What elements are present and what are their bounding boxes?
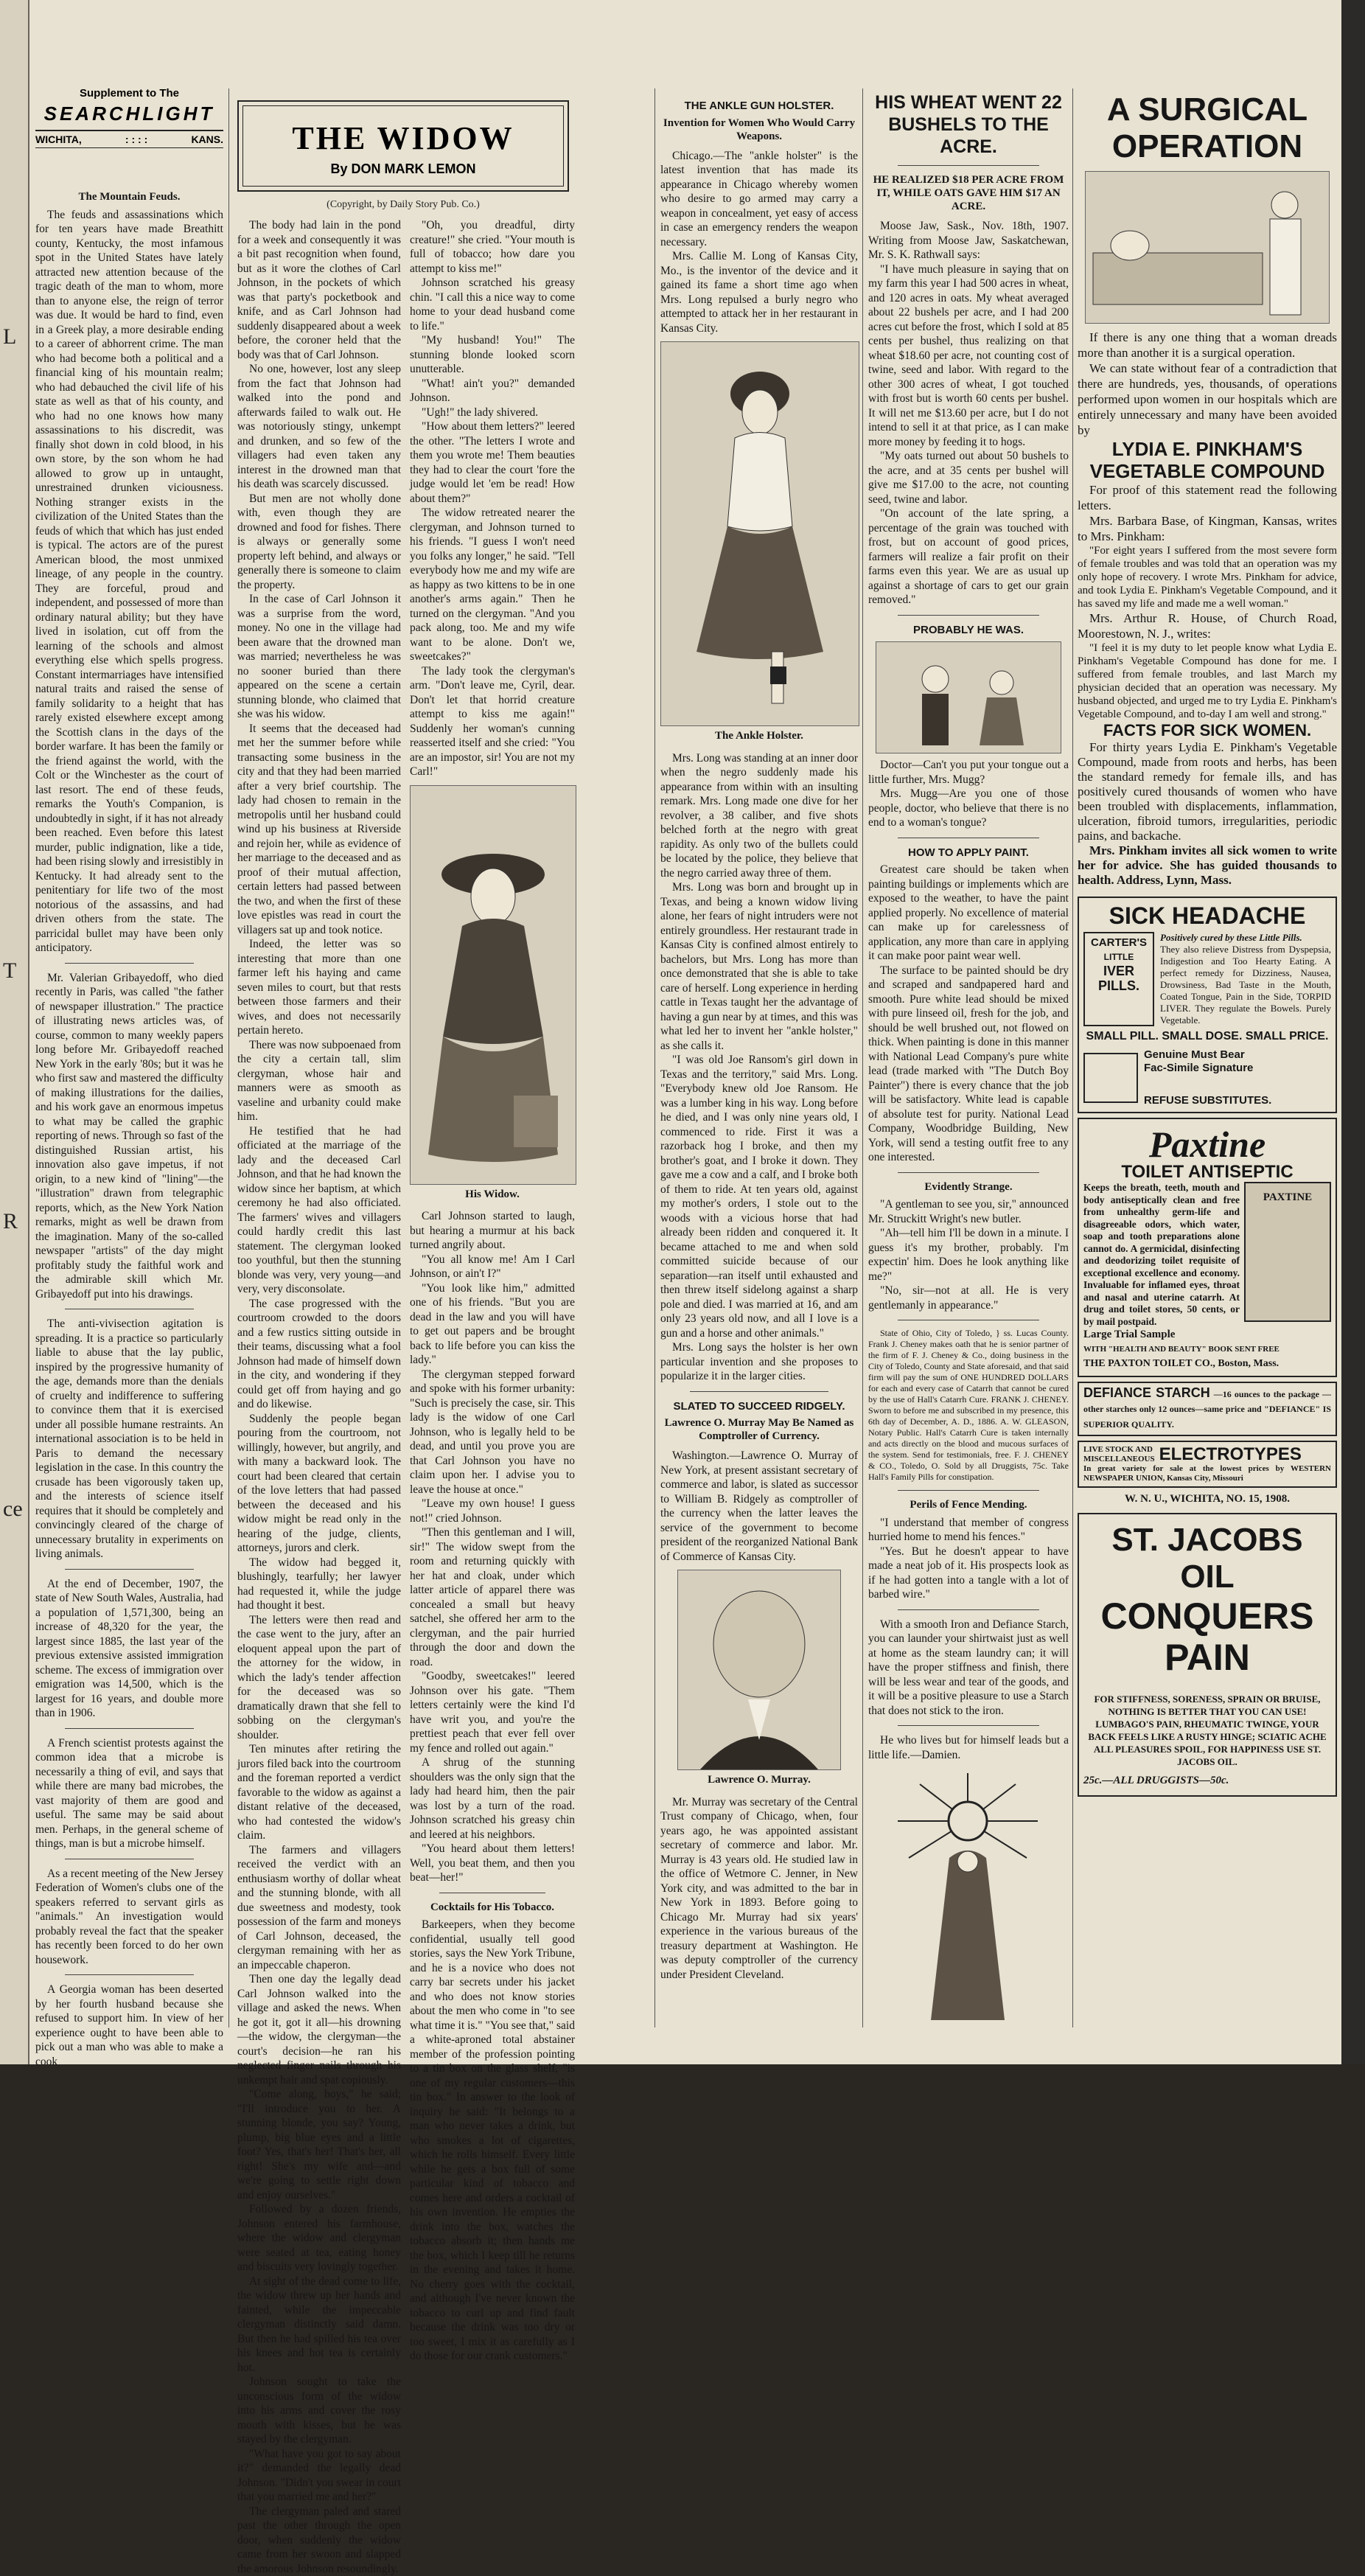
probably-headline: PROBABLY HE WAS. bbox=[868, 623, 1069, 638]
widow-copyright: (Copyright, by Daily Story Pub. Co.) bbox=[237, 199, 569, 211]
doctor-patient-cartoon bbox=[876, 642, 1061, 753]
column-rule bbox=[654, 88, 655, 2027]
jacobs-price: 25c.—ALL DRUGGISTS—50c. bbox=[1083, 1774, 1331, 1789]
widow-title-box bbox=[237, 100, 569, 192]
murray-portrait bbox=[677, 1570, 841, 1770]
widow-paragraph: "You heard about them letters! Well, you beat them, and then you beat—her!" bbox=[410, 1842, 575, 1885]
widow-paragraph: It seems that the deceased had met her the summer before while transacting some business in the city and that they had been married after a very brief courtship. The lady had chosen to remain in the metropolis until her husband could wind up his business at Riverside and rejoin her, while as evidence of her marriage to the deceased and as proof of their mutual affection, certain letters had passed between the two, and when the first of these love epistles was read in court the villagers sat up and took notice. bbox=[237, 722, 401, 938]
widow-illustration-caption: His Widow. bbox=[410, 1188, 575, 1202]
widow-paragraph: "Come along, boys," he said; "I'll introduce you to her. A stunning blonde, you say? Young, plump, big blue eyes and a little foot? Yes, that's her! That's her, all right! She's my wife and—and we're going to settle right down and enjoy ourselves." bbox=[237, 2087, 401, 2202]
widow-paragraph: At sight of the dead come to life, the widow threw up her hands and fainted, while the impeccable clergyman distinctly said damn. But then he had spilled his tea over his knees and hot tea is certainly hot. bbox=[237, 2274, 401, 2375]
carters-headline: SICK HEADACHE bbox=[1083, 902, 1331, 929]
electrotypes-ad bbox=[1078, 1441, 1337, 1488]
widow-paragraph: "You look like him," admitted one of his friends. "But you are dead in the law and you will have to get out papers and be brought back to life before you can kiss the lady." bbox=[410, 1281, 575, 1368]
jacobs-headline-1: ST. JACOBS OIL bbox=[1083, 1522, 1331, 1595]
widow-paragraph: The widow retreated nearer the clergyman, and Johnson turned to his friends. "I guess I won't need you folks any longer," he said. "Tell everybody how me and my wife are as happy as two kittens to be in one another's arms again." Then he turned on the clergyman. "And you pack along, too. Me and my wife want to be alone. Don't we, sweetcakes?" bbox=[410, 506, 575, 664]
widow-title: THE WIDOW bbox=[243, 119, 563, 157]
holster-headline: THE ANKLE GUN HOLSTER. bbox=[660, 99, 858, 114]
jacobs-headline-3: PAIN bbox=[1083, 1637, 1331, 1678]
cheney-notice: State of Ohio, City of Toledo, } ss. Lucas County. Frank J. Cheney makes oath that he is senior partner of the firm of F. J. Cheney & Co., doing business in the City of Toledo, County and State aforesaid, and that said firm will pay the sum of ONE HUNDRED DOLLARS for each and every case of Catarrh that cannot be cured by the use of Hall's Catarrh Cure. FRANK J. CHENEY. Sworn to before me and subscribed in my presence, this 6th day of December, A. D., 1886. A. W. GLEASON, Notary Public. Hall's Catarrh Cure is taken internally and acts directly on the blood and mucous surfaces of the system. Send for testimonials, free. F. J. CHENEY & CO., Toledo, O. Sold by all Druggists, 75c. Take Hall's Family Pills for constipation. bbox=[868, 1328, 1069, 1483]
widow-paragraph: Carl Johnson started to laugh, but hearing a murmur at his back turned angrily about. bbox=[410, 1209, 575, 1253]
masthead-title: SEARCHLIGHT bbox=[35, 102, 223, 125]
carters-box-logo bbox=[1083, 932, 1154, 1026]
probably-paragraph: Doctor—Can't you put your tongue out a little further, Mrs. Mugg? bbox=[868, 758, 1069, 787]
paxtine-ad bbox=[1078, 1118, 1337, 1377]
column-ads bbox=[1078, 91, 1337, 2030]
strange-headline: Evidently Strange. bbox=[868, 1180, 1069, 1195]
masthead-state: KANS. bbox=[191, 133, 223, 145]
fence-headline: Perils of Fence Mending. bbox=[868, 1498, 1069, 1513]
widow-paragraph: "Ugh!" the lady shivered. bbox=[410, 405, 575, 420]
wheat-paragraph: "My oats turned out about 50 bushels to the acre, and at 35 cents per bushel will give me $17.00 to the acre, not counting seed, twine and labor. bbox=[868, 449, 1069, 507]
wheat-headline-2: BUSHELS TO THE ACRE. bbox=[868, 114, 1069, 158]
pinkham-paragraph: Mrs. Barbara Base, of Kingman, Kansas, writes to Mrs. Pinkham: bbox=[1078, 513, 1337, 544]
wheat-headline-1: HIS WHEAT WENT 22 bbox=[868, 91, 1069, 114]
electro-left: LIVE STOCK AND bbox=[1083, 1445, 1155, 1455]
column-holster bbox=[660, 91, 858, 2030]
carters-description: They also relieve Distress from Dyspepsia, Indigestion and Too Hearty Eating. A perfect remedy for Dizziness, Nausea, Drowsiness, Bad Taste in the Mouth, Coated Tongue, Pain in the Side, TORPID LIVER. They regulate the Bowels. Purely Vegetable. bbox=[1160, 944, 1331, 1026]
anti-vivisection-paragraph: The anti-vivisection agitation is spreading. It is a practice so particularly liable to abuse that the lay public, inspired by the progressive humanity of the age, demands more than the denials of cruelty and indifference to suffering to convince them that it is exercised under all possible humane restraints. An international association is to be held in Paris to demand the necessary legislation in the case. In this country the crusade has been vigorously taken up, and the interests of science itself requires that it should be completely and convincingly cleared of the charge of unnecessary brutality in experiments on living animals. bbox=[35, 1317, 223, 1562]
holster-paragraph: Mrs. Long says the holster is her own particular invention and she proposes to popularize it in the larger cities. bbox=[660, 1340, 858, 1384]
pinkham-paragraph: Mrs. Pinkham invites all sick women to write her for advice. She has guided thousands to health. Address, Lynn, Mass. bbox=[1078, 843, 1337, 888]
pinkham-paragraph: If there is any one thing that a woman dreads more than another it is a surgical operation. bbox=[1078, 330, 1337, 361]
widow-paragraph: The letters were then read and the case went to the jury, after an eloquent appeal upon the part of the attorney for the widow, in which the lady's tender affection for the deceased was so dramatically drawn that she fell to sobbing on the clergyman's shoulder. bbox=[237, 1613, 401, 1743]
murray-caption: Lawrence O. Murray. bbox=[660, 1773, 858, 1788]
paint-paragraph: Greatest care should be taken when painting buildings or implements which are exposed to the weather, to have the paint applied properly. No excellence of material can make up for carelessness of application, any more than care in applying it can make poor paint wear well. bbox=[868, 863, 1069, 964]
column-rule bbox=[1072, 88, 1073, 2027]
carters-ad bbox=[1078, 897, 1337, 1113]
widow-paragraph: Then one day the legally dead Carl Johnson walked into the village and asked the news. When he got it, got it all—his drowning—the widow, the clergyman—the court's decision—he ran his neglected finger nails through his unkempt hair and spat copiously. bbox=[237, 1972, 401, 2087]
wnu-footer: W. N. U., WICHITA, NO. 15, 1908. bbox=[1078, 1492, 1337, 1507]
widow-paragraph: Indeed, the letter was so interesting that more than one farmer left his haying and came seven miles to court, but that rests between those farmers and their wives, and does not necessarily pertain hereto. bbox=[237, 937, 401, 1038]
carters-box-text: CARTER'S bbox=[1085, 936, 1153, 950]
widow-paragraph: "Oh, you dreadful, dirty creature!" she cried. "Your mouth is full of tobacco; how dare you attempt to kiss me!" bbox=[410, 218, 575, 276]
widow-paragraph: In the case of Carl Johnson it was a surprise from the word, money. No one in the village had been aware that the drowned man was married; nevertheless he was no sooner buried than there appeared on the scene a certain stunning blonde, who claimed that she was his widow. bbox=[237, 592, 401, 722]
widow-paragraph: No one, however, lost any sleep from the fact that Johnson had walked into the pond and afterwards failed to walk out. He was notoriously stingy, unkempt and drunken, and so few of the villagers had even taken any interest in the drowned man that his death was scarcely discussed. bbox=[237, 362, 401, 492]
fence-paragraph: "Yes. But he doesn't appear to have made a neat job of it. His prospects look as if he had gotten into a tangle with a lot of barbed wire." bbox=[868, 1545, 1069, 1602]
paxtine-company: THE PAXTON TOILET CO., Boston, Mass. bbox=[1083, 1357, 1331, 1371]
holster-paragraph: Mrs. Long was born and brought up in Texas, and being a known widow living alone, her fears of night intruders were not entirely groundless. Her restaurant trade in Kansas City is confined almost entirely to bachelors, but Mrs. Long has more than once demonstrated that she is able to take care of herself. Long experience in herding cattle in Texas taught her the advantage of having a gun near by at times, and this was what led her to invent her "ankle holster," as she calls it. bbox=[660, 880, 858, 1053]
masthead-dots: : : : : bbox=[125, 133, 147, 145]
new-south-wales-paragraph: At the end of December, 1907, the state of New South Wales, Australia, had a population of 1,571,300, being an increase of 48,320 for the year, the largest since 1885, the last year of the previous extensive assisted immigration scheme. The excess of immigration over emigration was 14,500, which is the largest for 16 years, and double more than in 1906. bbox=[35, 1577, 223, 1721]
widow-paragraph: "My husband! You!" The stunning blonde looked scorn unutterable. bbox=[410, 333, 575, 377]
paxtine-logo: Paxtine bbox=[1083, 1124, 1331, 1165]
holster-paragraph: "I was old Joe Ransom's girl down in Texas and the territory," said Mrs. Long. "Everybody knew old Joe Ransom. He was a lumber king in his way. Long before he died, and I was only nine years old, I commenced to ride. First it was a razorback hog I broke, and then my brother's goat, and I broke it down. They gave me a cow and a calf, and I broke both of them to ride. At ten years old, against my mother's orders, I stole out to the woods with a vicious horse that had already been ridden and conquered it. It became attached to me and when sold committed suicide because of our separation—ran itself until exhausted and then threw itself sidelong against a sharp pole and died. I was married at 16, and am only 23 years old now, and all I love is a gun and a horse and other animals." bbox=[660, 1053, 858, 1340]
page-binding-edge bbox=[1341, 0, 1365, 2064]
damien-quote: He who lives but for himself leads but a little life.—Damien. bbox=[868, 1733, 1069, 1762]
holster-subhead: Invention for Women Who Would Carry Weapons. bbox=[660, 116, 858, 143]
masthead bbox=[35, 87, 223, 148]
divider bbox=[898, 1490, 1039, 1491]
pinkham-paragraph: We can state without fear of a contradiction that there are hundreds, yes, thousands, of operations performed upon women in our hospitals which are entirely unnecessary and many have been avoided by bbox=[1078, 361, 1337, 438]
murray-headline: SLATED TO SUCCEED RIDGELY. bbox=[660, 1399, 858, 1414]
servant-girls-paragraph: As a recent meeting of the New Jersey Federation of Women's clubs one of the speakers referred to servant girls as "animals." An investigation would probably reveal the fact that the speaker has recently been forced to do her own housework. bbox=[35, 1867, 223, 1968]
jacobs-headline-2: CONQUERS bbox=[1083, 1595, 1331, 1637]
paxtine-tin-label: PAXTINE bbox=[1263, 1191, 1312, 1203]
widow-paragraph: The body had lain in the pond for a week and consequently it was a bit past recognition when found, but as it wore the clothes of Carl Johnson, in the pockets of which was that party's pocketbook and knife, and as Carl Johnson had suddenly disappeared about a week before, the coroner held that the body was that of Carl Johnson. bbox=[237, 218, 401, 362]
carters-genuine: Genuine Must Bear bbox=[1144, 1048, 1271, 1062]
strange-paragraph: "No, sir—not at all. He is very gentlemanly in appearance." bbox=[868, 1284, 1069, 1312]
divider bbox=[898, 1172, 1039, 1173]
column-rule bbox=[862, 88, 863, 2027]
divider bbox=[898, 615, 1039, 616]
masthead-supplement: Supplement to The bbox=[35, 87, 223, 100]
gribayedoff-paragraph: Mr. Valerian Gribayedoff, who died recently in Paris, was called "the father of newspaper illustration." The practice of illustrating news articles was, of course, common to many weekly papers long before Mr. Gribayedoff reached New York in the early '80s; but it was he who first saw and mastered the difficulty of making illustrations for the dailies, and his work gave an enormous impetus to what may be called the graphic reporting of news. Through so fast of the distinguished Russian artist, his innovation also gave impetus, if not origin, to a new kind of "lining"—the "illustration" drawn from telegraphic reports, which, as the New York Nation remarks, might as well be drawn from the imagination. Many of the so-called newspaper "artists" of the day might profitably study the faithful work and the admirable skill which Mr. Gribayedoff put into his drawings. bbox=[35, 971, 223, 1302]
paxtine-text: Keeps the breath, teeth, mouth and body antiseptically clean and free from unhealthy germ-life and disagreeable odors, which water, soap and tooth preparations alone cannot do. A germicidal, disinfecting and deodorizing toilet requisite of exceptional excellence and economy. Invaluable for inflamed eyes, throat and nasal and uterine catarrh. At drug and toilet stores, 50 cents, or by mail postpaid. bbox=[1083, 1182, 1240, 1328]
masthead-dateline bbox=[35, 130, 223, 148]
strange-paragraph: "Ah—tell him I'll be down in a minute. I guess it's my brother, probably. I'm expectin' him. Does he look anything like me?" bbox=[868, 1226, 1069, 1284]
widow-paragraph: There was now subpoenaed from the city a certain tall, slim clergyman, whose hair and manners were as smooth as vaseline and urbanity could make him. bbox=[237, 1038, 401, 1124]
murray-paragraph: Washington.—Lawrence O. Murray of New York, at present assistant secretary of commerce and labor, is slated as successor to William B. Ridgely as comptroller of the currency when the latter leaves the service of the government to become president of the reorganized National Bank of Commerce of Kansas City. bbox=[660, 1449, 858, 1564]
widow-paragraph: The farmers and villagers received the verdict with an enthusiasm worthy of dollar wheat and the stunning blonde, with all due sweetness and modesty, took possession of the farm and moneys of Carl Johnson, deceased, the clergyman remaining with her as an impeccable chaperon. bbox=[237, 1843, 401, 1973]
widow-paragraph: He testified that he had officiated at the marriage of the lady and the deceased Carl Johnson, and that he had known the widow since her baptism, at which ceremony he had also officiated. The farmers' wives and villagers could hardly credit this last statement. The clergyman looked too youthful, but then the stunning blonde was very, very young—and very, very disconsolate. bbox=[237, 1124, 401, 1297]
carters-box-text: IVER bbox=[1085, 964, 1153, 979]
robed-figure-sunburst-icon bbox=[868, 1769, 1067, 2035]
holster-paragraph: Chicago.—The "ankle holster" is the latest invention that has made its appearance in Chicago whereby women who desire to go armed may carry a weapon in concealment, yet easy of access in case an emergency renders the weapon necessary. bbox=[660, 149, 858, 250]
woman-with-holster-illustration bbox=[661, 342, 859, 725]
man-portrait-illustration bbox=[678, 1570, 840, 1769]
pinkham-paragraph: "I feel it is my duty to let people know what Lydia E. Pinkham's Vegetable Compound has done for me. I suffered from female troubles, and last March my physician decided that an operation was necessary. My husband objected, and urged me to try Lydia E. Pinkham's Vegetable Compound, and to-day I am well and strong." bbox=[1078, 641, 1337, 721]
defiance-text: —16 ounces to the package —other starches only 12 ounces—same price and "DEFIANCE" IS SUPERIOR QUALITY. bbox=[1083, 1389, 1331, 1430]
paxtine-free: WITH "HEALTH AND BEAUTY" BOOK SENT FREE bbox=[1083, 1343, 1331, 1357]
fence-paragraph: "I understand that member of congress hurried home to mend his fences." bbox=[868, 1516, 1069, 1545]
murray-paragraph: Mr. Murray was secretary of the Central Trust company of Chicago, when, four years ago, he was appointed assistant secretary of commerce and labor. Mr. Murray is 43 years old. He studied law in the office of Wetmore C. Jenner, in New York city, and was admitted to the bar in New York in 1893. Before going to Chicago Mr. Murray had six years' experience in the various bureaus of the treasury department at Washington. He was deputy comptroller of the currency under President Cleveland. bbox=[660, 1795, 858, 1983]
widow-paragraph: Ten minutes after retiring the jurors filed back into the courtroom and the foreman reported a verdict favorable to the widow as against a distant relative of the deceased, who had contested the widow's claim. bbox=[237, 1742, 401, 1843]
widow-column-b bbox=[410, 218, 575, 2032]
widow-paragraph: Followed by a dozen friends, Johnson entered his farmhouse, where the widow and clergyman were seated at tea, eating honey and biscuits very lovingly together. bbox=[237, 2202, 401, 2274]
ankle-holster-illustration bbox=[660, 341, 859, 726]
divider bbox=[690, 1391, 828, 1392]
adjacent-page-edge: L T R ce bbox=[0, 0, 29, 2064]
carters-box-icon bbox=[1083, 1053, 1138, 1103]
probably-paragraph: Mrs. Mugg—Are you one of those people, doctor, who believe that there is no end to a woman's tongue? bbox=[868, 787, 1069, 830]
widow-paragraph: The widow had begged it, blushingly, tearfully; her lawyer had requested it, while the judge had thought it best. bbox=[237, 1556, 401, 1613]
tobacco-headline: Cocktails for His Tobacco. bbox=[410, 1901, 575, 1915]
pinkham-paragraph: For thirty years Lydia E. Pinkham's Vegetable Compound, made from roots and herbs, has been the standard remedy for female ills, and has positively cured thousands of women who have been troubled with displacements, inflammation, ulceration, fibroid tumors, irregularities, periodic pains, and backache. bbox=[1078, 740, 1337, 843]
defiance-headline: DEFIANCE STARCH bbox=[1083, 1385, 1210, 1400]
wheat-subhead: HE REALIZED $18 PER ACRE FROM IT, WHILE OATS GAVE HIM $17 AN ACRE. bbox=[868, 173, 1069, 213]
carters-positively: Positively cured by these Little Pills. bbox=[1160, 932, 1331, 944]
carters-refuse: REFUSE SUBSTITUTES. bbox=[1144, 1094, 1271, 1107]
carters-box-text: LITTLE bbox=[1085, 950, 1153, 965]
divider bbox=[898, 1609, 1039, 1610]
electro-left: MISCELLANEOUS bbox=[1083, 1455, 1155, 1464]
widow-paragraph: "What have you got to say about it?" demanded the legally dead Johnson. "Didn't you swear in court that you married me and her?" bbox=[237, 2447, 401, 2504]
patient-nurse-illustration bbox=[1086, 172, 1329, 323]
column-rule bbox=[228, 88, 229, 2027]
widow-column-a bbox=[237, 218, 401, 2032]
column-wheat bbox=[868, 91, 1069, 2030]
microbe-paragraph: A French scientist protests against the common idea that a microbe is necessarily a thing of evil, and says that while there are many bad microbes, the vast majority of them are good and useful. The same may be said about men. Perhaps, in the general scheme of things, man is but a microbe himself. bbox=[35, 1736, 223, 1851]
divider bbox=[898, 165, 1039, 166]
carters-genuine: Fac-Simile Signature bbox=[1144, 1062, 1271, 1075]
paxtine-tin bbox=[1244, 1182, 1331, 1322]
carters-small-pill: SMALL PILL. SMALL DOSE. SMALL PRICE. bbox=[1083, 1029, 1331, 1044]
widow-paragraph: The clergyman stepped forward and spoke with his former urbanity: "Such is precisely the case, sir. This lady is the widow of one Carl Johnson, who is legally held to be dead, and until you prove you are that Carl Johnson you have no claim upon her. I advise you to leave the house at once." bbox=[410, 1368, 575, 1497]
wheat-paragraph: Moose Jaw, Sask., Nov. 18th, 1907. Writing from Moose Jaw, Saskatchewan, Mr. S. K. Rathwall says: bbox=[868, 219, 1069, 262]
jacobs-oil-ad bbox=[1078, 1513, 1337, 1797]
carters-box-text: PILLS. bbox=[1085, 979, 1153, 994]
widow-paragraph: Johnson scratched his greasy chin. "I call this a nice way to come home to your dead husband come to life." bbox=[410, 276, 575, 333]
wheat-paragraph: "I have much pleasure in saying that on my farm this year I had 500 acres in wheat, and 120 acres in oats. My wheat averaged about 22 bushels per acre, and I had 200 acres cut before the frost, which I sold at 85 cents per bushel, thus realizing on that wheat $18.60 per acre, not counting cost of twine, seed and labor. With regard to the other 300 acres of wheat, I got touched with frost but is worth 60 cents per bushel. It will net me $13.60 per acre, but I do not intend to sell it at that price, as I can make more money by feeding it to hogs. bbox=[868, 262, 1069, 450]
masthead-city: WICHITA, bbox=[35, 133, 82, 145]
facts-headline: FACTS FOR SICK WOMEN. bbox=[1078, 721, 1337, 740]
electro-headline: ELECTROTYPES bbox=[1159, 1447, 1302, 1462]
divider bbox=[898, 1725, 1039, 1726]
pinkham-brand-1: LYDIA E. PINKHAM'S bbox=[1078, 438, 1337, 460]
murray-subhead: Lawrence O. Murray May Be Named as Comptroller of Currency. bbox=[660, 1416, 858, 1443]
widow-illustration bbox=[410, 785, 576, 1185]
mountain-feuds-body: The feuds and assassinations which for ten years have made Breathitt county, Kentucky, the most infamous spot in the United States have lately attracted new attention because of the tragic death of the man to whom, more than to anyone else, the reign of terror was due. It would be hard to find, even in a Greek play, a more desirable ending to a career of abhorrent crime. The man who had become both a political and a financial king of his mountain realm; who had debauched the civil life of his state as well as that of his county, and who had no one knows how many assassinations to his discredit, was finally shot down in cold blood, in his own store, by the son whom he had allowed to grow up in untaught, unrestrained drunken viciousness. Nothing stranger exists in the civilization of the United States than the feuds of which that which has just ended is typical. The actors are of the purest American blood, the most unmixed lineage, of any people in the country. They are forceful, proud and independent, and possessed of more than ordinary natural ability; but they have lived in isolation, cut off from the learning of the schools and almost everything else which spells progress. Constant intermarriages have intensified natural traits and raised the sense of family solidarity to a height that has rarely existed elsewhere except among the Scottish clans in the days of the border warfare. It has been the family or the friend against the world, with the Colt or the Winchester as the court of last resort. The end of these feuds, remarks the Youth's Companion, is undoubtedly in sight, if it has not already been reached. Even before this latest murder, public indignation, like a tide, had been rising slowly and irresistibly in Kentucky. It had already sent to the penitentiary for life two of the most notorious of the assassins, and had driven others from the state. The parricidal bullet may have been only anticipatory. bbox=[35, 208, 223, 955]
widow-paragraph: "Goodby, sweetcakes!" leered Johnson over his gate. "Them letters certainly were the kind I'd have writ you, and you're the prettiest peach that ever fell over my fence and rolled out again." bbox=[410, 1669, 575, 1755]
widow-paragraph: The lady took the clergyman's arm. "Don't leave me, Cyril, dear. Don't let that horrid creature attempt to kiss me again!" Suddenly her woman's cunning reasserted itself and she cried: "You are an impostor, sir! You are not my Carl!" bbox=[410, 664, 575, 779]
pinkham-paragraph: Mrs. Arthur R. House, of Church Road, Moorestown, N. J., writes: bbox=[1078, 610, 1337, 641]
widow-paragraph: But men are not wholly done with, even though they are drowned and food for fishes. There is always or generally some property left behind, and always or generally there is someone to claim the property. bbox=[237, 492, 401, 593]
divider bbox=[65, 1569, 194, 1570]
widow-paragraph: "What! ain't you?" demanded Johnson. bbox=[410, 377, 575, 405]
jacobs-oil-illustration bbox=[868, 1769, 1067, 2035]
georgia-woman-paragraph: A Georgia woman has been deserted by her fourth husband because she refused to support him. In view of her experience ought to have been able to pick out a man who was able to make a cook bbox=[35, 1983, 223, 2069]
electro-text: In great variety for sale at the lowest prices by WESTERN NEWSPAPER UNION, Kansas City, Missouri bbox=[1083, 1464, 1331, 1483]
widow-paragraph: "Then this gentleman and I will, sir!" The widow swept from the room and returning quickly with her hat and cloak, under which latter article of apparel there was concealed a small but heavy satchel, she offered her arm to the clergyman, and the pair hurried through the door and down the road. bbox=[410, 1525, 575, 1669]
paxtine-sample: Large Trial Sample bbox=[1083, 1328, 1331, 1343]
holster-paragraph: Mrs. Callie M. Long of Kansas City, Mo., is the inventor of the device and it gained its fame a short time ago when Mrs. Long repulsed a burly negro who attempted to attack her in her restaurant in Kansas City. bbox=[660, 249, 858, 335]
widow-byline: By DON MARK LEMON bbox=[243, 161, 563, 177]
hospital-bed-illustration bbox=[1085, 171, 1330, 324]
widow-paragraph: The clergyman paled and stared past the other through the open door, when suddenly the widow came from her swoon and slapped the amorous Johnson resoundingly. bbox=[237, 2504, 401, 2576]
woman-portrait-illustration bbox=[411, 786, 576, 1184]
widow-paragraph: Suddenly the people began pouring from the courtroom, not willingly, however, but angrily, and with many a backward look. The court had been cleared that certain of the love letters that had passed between the deceased and his widow might be read only in the hearing of the judge, clients, attorneys, jurors and clerk. bbox=[237, 1412, 401, 1556]
paint-headline: HOW TO APPLY PAINT. bbox=[868, 846, 1069, 860]
paint-paragraph: The surface to be painted should be dry and scraped and sandpapered hard and smooth. Pure white lead should be mixed with pure linseed oil, fresh for the job, and should be well brushed out, not flowed on thick. When painting is done in this manner with National Lead Company's pure white lead (trade marked with "The Dutch Boy Painter") there is every chance that the job will be satisfactory. White lead is capable of absolute test for purity. National Lead Company, Woodbridge Building, New York, will send a testing outfit free to any one interested. bbox=[868, 964, 1069, 1165]
widow-paragraph: "You all know me! Am I Carl Johnson, or ain't I?" bbox=[410, 1253, 575, 1281]
doctor-cartoon bbox=[876, 641, 1061, 753]
pinkham-paragraph: For proof of this statement read the following letters. bbox=[1078, 482, 1337, 513]
tobacco-paragraph: Barkeepers, when they become confidential, usually tell good stories, says the New York Tribune, and he is a novice who does not carry bar secrets under his jacket and who does not know stories about the men who come in "to see what time it is." "You see that," said a white-aproned total abstainer member of the profession pointing to a tin box on the glass shelf, "is one of my regular customers—this tin box." In answer to the look of inquiry he said: "It belongs to a man who never takes a drink, but who smokes a lot of cigarettes, which he rolls himself. Every little while he gets a box full of some particular kind of tobacco and comes here and orders a cocktail of his own invention. He empties the drink into the box, watches the tobacco absorb it; then hands me the box, which I keep till he returns in the evening and takes it home. No cherry goes with the cocktail, and although I've never known the tobacco to curl up and find fault because the drink was too dry or too sweet, I mix it as carefully as I do those for our crank customers." bbox=[410, 1918, 575, 2364]
pinkham-paragraph: "For eight years I suffered from the most severe form of female troubles and was told that an operation was my only hope of recovery. I wrote Mrs. Pinkham for advice, and took Lydia E. Pinkham's Vegetable Compound, and it has saved my life and made me a well woman." bbox=[1078, 544, 1337, 610]
widow-paragraph: "Leave my own house! I guess not!" cried Johnson. bbox=[410, 1497, 575, 1525]
surgical-headline-2: OPERATION bbox=[1078, 128, 1337, 165]
divider bbox=[65, 1974, 194, 1975]
holster-paragraph: Mrs. Long was standing at an inner door when the negro suddenly made his appearance from within with an insulting remark. Mrs. Long made one dive for her revolver, a 38 caliber, and five shots belched forth at the negro with great rapidity. As only two of the bullets could be located by the police, they believe that the negro carried away three of them. bbox=[660, 751, 858, 881]
paxtine-headline: TOILET ANTISEPTIC bbox=[1083, 1165, 1331, 1180]
widow-paragraph: The case progressed with the courtroom crowded to the doors and a few rustics sitting outside in their teams, discussing what a fool Johnson had made of himself down in the city, and wondering if they could get off from haying and go and do likewise. bbox=[237, 1297, 401, 1412]
widow-paragraph: Johnson sought to take the unconscious form of the widow into his arms and cover the rosy mouth with kisses, but he was stayed by the clergyman. bbox=[237, 2375, 401, 2447]
ankle-holster-caption: The Ankle Holster. bbox=[660, 729, 858, 744]
signature-icon bbox=[1144, 1075, 1271, 1094]
column-1 bbox=[35, 183, 223, 2033]
jacobs-text: FOR STIFFNESS, SORENESS, SPRAIN OR BRUISE, NOTHING IS BETTER THAT YOU CAN USE! LUMBAGO'S PAIN, RHEUMATIC TWINGE, YOUR BACK FEELS LIKE A RUSTY HINGE; SCIATIC ACHE ALL PLEASURES SPOIL, FOR HAPPINESS USE ST. JACOBS OIL. bbox=[1083, 1693, 1331, 1768]
divider bbox=[65, 1728, 194, 1729]
starch-paragraph: With a smooth Iron and Defiance Starch, you can launder your shirtwaist just as well at home as the steam laundry can; it will have the proper stiffness and finish, there will be less wear and tear of the goods, and it will be a positive pleasure to use a Starch that does not stick to the iron. bbox=[868, 1618, 1069, 1719]
surgical-headline-1: A SURGICAL bbox=[1078, 91, 1337, 128]
defiance-ad bbox=[1078, 1382, 1337, 1437]
widow-paragraph: "How about them letters?" leered the other. "The letters I wrote and them you wrote me! Them beauties they had to clear the court 'fore the judge would let 'em be read! How about them?" bbox=[410, 420, 575, 506]
divider bbox=[65, 963, 194, 964]
widow-paragraph: A shrug of the stunning shoulders was the only sign that the lady had heard him, then the pair was lost by a turn of the road. Johnson scratched his greasy chin and leered at his neighbors. bbox=[410, 1755, 575, 1842]
mountain-feuds-headline: The Mountain Feuds. bbox=[35, 190, 223, 205]
wheat-paragraph: "On account of the late spring, a percentage of the grain was touched with frost, but on account of good prices, farmers will realize a fair profit on their farms even this year. We are as usual up against a shortage of cars to get our grain removed." bbox=[868, 507, 1069, 608]
strange-paragraph: "A gentleman to see you, sir," announced Mr. Struckitt Wright's new butler. bbox=[868, 1197, 1069, 1226]
pinkham-brand-2: VEGETABLE COMPOUND bbox=[1078, 460, 1337, 482]
